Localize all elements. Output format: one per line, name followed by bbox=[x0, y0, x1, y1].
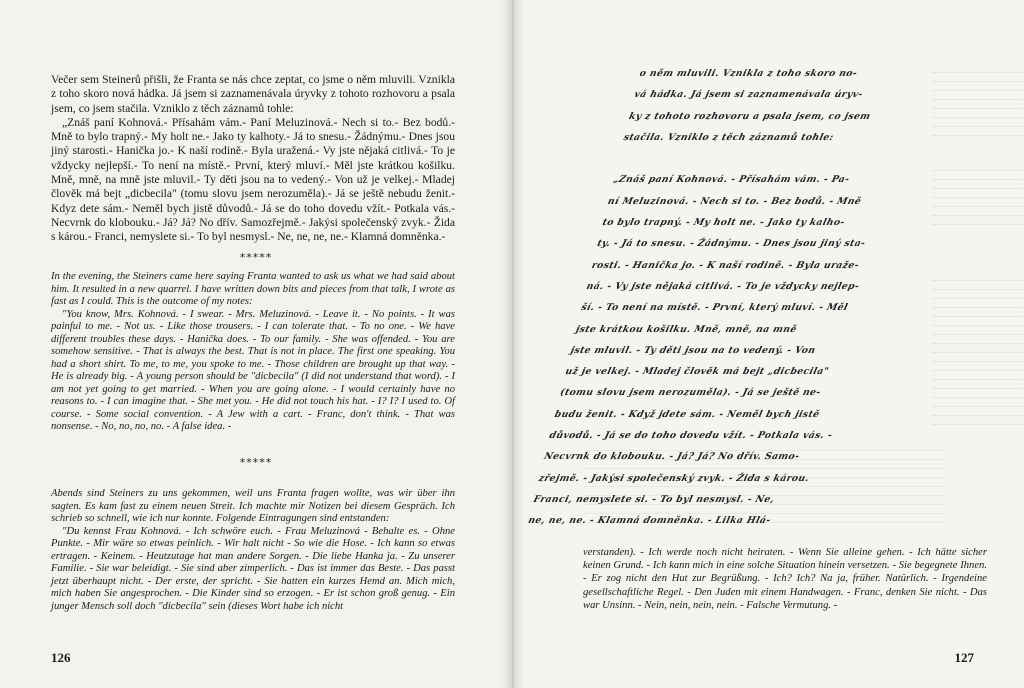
german-continuation-paragraph: verstanden). - Ich werde noch nicht heiraten. - Wenn Sie alleine gehen. - Ich hätte sicher keinen Grund. - Ich kann mich in eine solche Situation hinein versetzen. - Sie begegnete Ihnen. - Er zog nicht den Hut zur Begrüßung. - Ich? Ich? Na ja, früher. Natürlich. - Irgendeine gesellschaftliche Regel. - Den Juden mit einem Handwagen. - Franc, denken Sie nicht. - Das war Unsinn. - Nein, nein, nein, nein. - Falsche Vermutung. - bbox=[583, 547, 987, 611]
handwriting-line: ní Meluzinová. - Nech si to. - Bez bodů. - Mně bbox=[606, 195, 863, 207]
show-through-texture bbox=[932, 170, 1022, 230]
handwriting-line: Franci, nemyslete si. - To byl nesmysl. - Ne, bbox=[532, 493, 776, 505]
handwriting-line: zřejmě. - Jakýsi společenský zvyk. - Žida s károu. bbox=[537, 472, 811, 484]
czech-text-block bbox=[51, 73, 455, 245]
handwriting-line: budu ženit. - Když jdete sám. - Neměl bych jistě bbox=[553, 408, 821, 420]
czech-paragraph-intro: Večer sem Steinerů přišli, že Franta se nás chce zeptat, co jsme o něm mluvili. Vznikla z toho skoro nová hádka. Já jsem si zaznamenávala úryvky z tohoto rozhovoru a psala jsem, co jsem stačila. Vzniklo z těch záznamů tohle: bbox=[51, 73, 455, 115]
show-through-texture bbox=[932, 280, 1022, 430]
handwriting-line: ky z tohoto rozhovoru a psala jsem, co jsem bbox=[627, 110, 872, 122]
page-number-right: 127 bbox=[954, 650, 974, 665]
german-text-block bbox=[51, 488, 455, 613]
handwriting-line: vá hádka. Já jsem si zaznamenávala úryv- bbox=[633, 89, 864, 101]
handwriting-line: ne, ne, ne. - Klamná domněnka. - Lilka Hlá- bbox=[526, 515, 772, 527]
section-separator: ***** bbox=[239, 456, 273, 469]
handwriting-line: stačila. Vzniklo z těch záznamů tohle: bbox=[622, 131, 835, 143]
german-continuation-block bbox=[583, 546, 987, 612]
handwriting-line: jste mluvil. - Ty děti jsou na to vedený. - Von bbox=[569, 344, 817, 356]
book-gutter-shadow bbox=[502, 0, 524, 688]
section-separator: ***** bbox=[239, 251, 273, 264]
handwriting-line: „Znáš paní Kohnová. - Přísahám vám. - Pa- bbox=[611, 174, 851, 186]
handwriting-line: už je velkej. - Mladej člověk má bejt „dicbecila" bbox=[564, 366, 831, 378]
page-number-left: 126 bbox=[51, 650, 71, 665]
handwriting-line: ná. - Vy jste nějaká citlivá. - To je vždycky nejlep- bbox=[585, 280, 861, 292]
handwriting-line: to bylo trapný. - My holt ne. - Jako ty kalho- bbox=[601, 217, 846, 229]
handwriting-line: (tomu slovu jsem nerozuměla). - Já se ještě ne- bbox=[558, 387, 822, 399]
english-text-block bbox=[51, 271, 455, 434]
handwriting-line: rosti. - Hanička jo. - K naší rodině. - Byla uraže- bbox=[590, 259, 861, 271]
handwriting-line: ty. - Já to snesu. - Žádnýmu. - Dnes jsou jiný sta- bbox=[595, 238, 867, 250]
german-paragraph-notes: "Du kennst Frau Kohnová. - Ich schwöre euch. - Frau Meluzinová - Behalte es. - Ohne Punkte. - Mir wäre so etwas peinlich. - Wir halt nicht - So wie die Hose. - Ich kann so etwas ertragen. - Keinem. - Heutzutage hat man andere Sorgen. - Die liebe Hanka ja. - Zu unserer Familie. - Sie war beleidigt. - Sie sind aber zimperlich. - Das ist immer das Beste. - Das passt jetzt überhaupt nicht. - Der erste, der spricht. - Sie hatten ein kurzes Hemd an. Mich mich, mich haben Sie angesprochen. - Die Kinder sind so erzogen. - Er ist schon groß genug. - Ein junger Mensch soll doch "dicbecila" sein (dieses Wort habe ich nicht bbox=[51, 525, 455, 612]
handwriting-line: Necvrnk do klobouku. - Já? Já? No dřív. Samo- bbox=[542, 451, 801, 463]
handwriting-line: jste krátkou košilku. Mně, mně, na mně bbox=[574, 323, 799, 335]
czech-paragraph-notes: „Znáš paní Kohnová.- Přísahám vám.- Paní Meluzinová.- Nech si to.- Bez bodů.- Mně to bylo trapný.- My holt ne.- Jako ty kalhoty.- Já to snesu.- Žádnýmu.- Dnes jsou jiný starosti.- Hanička jo.- K naší rodině.- Byla uražená.- Vy jste nějaká citlivá.- To je vždycky nejlepší.- To není na místě.- První, který mluví.- Měl jste krátkou košilku. Mně, mně, na mně jste mluvil.- Ty děti jsou na to vedený.- Von už je velkej.- Mladej člověk má bejt „dicbecila" (tomu slovu jsem nerozuměla).- Já se ještě nebudu ženit.- Kdyz dete sám.- Neměl bych jistě důvodů.- Já se do toho dovedu vžít.- Potkala vás.- Necvrnk do klobouku.- Já? Já? No dřív. Samozřejmě.- Jakýsi společenský zvyk.- Žida s károu.- Franci, nemyslete si.- To byl nesmysl.- Ne, ne, ne, ne.- Klamná domněnka.- bbox=[51, 115, 455, 244]
english-paragraph-intro: In the evening, the Steiners came here saying Franta wanted to ask us what we had said about him. It resulted in a new quarrel. I have written down bits and pieces from that talk, I wrote as fast as I could. This is the outcome of my notes: bbox=[51, 271, 455, 307]
handwriting-line: o něm mluvili. Vznikla z toho skoro no- bbox=[638, 68, 859, 79]
english-paragraph-notes: "You know, Mrs. Kohnová. - I swear. - Mrs. Meluzinová. - Leave it. - No points. - It was painful to me. - Not us. - Like those trousers. - I can tolerate that. - To no one. - We have different troubles these days. - Hanička does. - To our family. - She was offended. - You are somehow sensitive. - That is always the best. That is not in place. The first one speaking. You had a short shirt. To me, to me, you spoke to me. - Those children are brought up that way. - He is already big. - A young person should be "dicbecila" (I did not understand that word). - I am not yet going to get married. - When you are going alone. - I would certainly have no reasons to. - I can imagine that. - She met you. - He did not touch his hat. - I? I? I used to. Of course. - Some social convention. - A Jew with a cart. - Franc, don't think. - That was nonsense. - No, no, no, no. - A false idea. - bbox=[51, 308, 455, 432]
handwriting-line bbox=[616, 148, 951, 169]
handwriting-line: důvodů. - Já se do toho dovedu vžít. - Potkala vás. - bbox=[548, 430, 834, 442]
handwriting-line: ší. - To není na místě. - První, který mluví. - Měl bbox=[580, 302, 850, 314]
german-paragraph-intro: Abends sind Steiners zu uns gekommen, weil uns Franta fragen wollte, was wir über ihn sagten. Es kam fast zu einem neuen Streit. Ich machte mir Notizen bei diesem Gespräch. Ich schrieb so schnell, wie ich nur konnte. Folgende Eintragungen sind entstanden: bbox=[51, 488, 455, 524]
